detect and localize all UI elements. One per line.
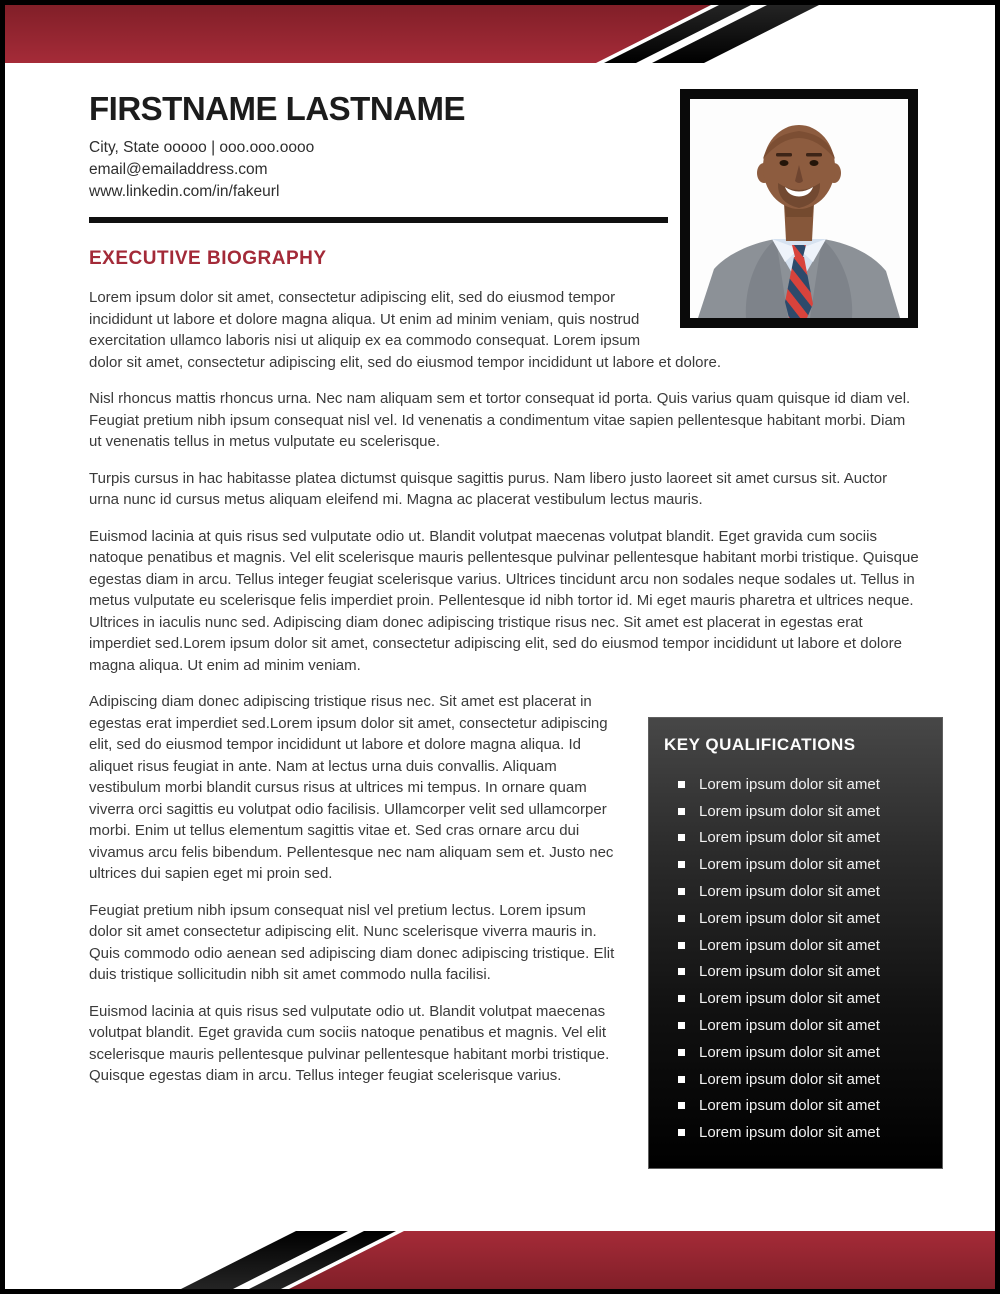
- linkedin-line: www.linkedin.com/in/fakeurl: [89, 183, 280, 200]
- key-qualifications-box: [648, 717, 943, 1169]
- red-band-shape: [289, 1231, 995, 1289]
- qualification-item: [662, 985, 930, 1012]
- qualification-item: [662, 825, 930, 852]
- bullet-square-icon: [678, 1129, 685, 1136]
- headshot-illustration: [690, 99, 908, 318]
- bullet-square-icon: [678, 1076, 685, 1083]
- qualification-text: Lorem ipsum dolor sit amet: [699, 856, 880, 874]
- qualification-text: Lorem ipsum dolor sit amet: [699, 909, 880, 927]
- qualification-text: Lorem ipsum dolor sit amet: [699, 1043, 880, 1061]
- qualification-item: [662, 878, 930, 905]
- person-name: FIRSTNAME LASTNAME: [89, 90, 465, 127]
- qualification-text: Lorem ipsum dolor sit amet: [699, 829, 880, 847]
- biography-paragraph: Feugiat pretium nibh ipsum consequat nisl vel pretium lectus. Lorem ipsum dolor sit amet consectetur adipiscing elit. Nunc scelerisque viverra mauris in. Quis commodo odio aenean sed adipiscing diam donec adipiscing tristique. Elit duis tristique sollicitudin nibh sit amet commodo nulla facilisi.: [89, 901, 615, 983]
- qualification-text: Lorem ipsum dolor sit amet: [699, 1124, 880, 1142]
- qualification-text: Lorem ipsum dolor sit amet: [699, 802, 880, 820]
- qualification-item: [662, 932, 930, 959]
- qualification-item: [662, 1093, 930, 1120]
- qualification-text: Lorem ipsum dolor sit amet: [699, 936, 880, 954]
- key-qualifications-heading: KEY QUALIFICATIONS: [664, 735, 856, 754]
- bullet-square-icon: [678, 995, 685, 1002]
- key-qualifications-list: [662, 771, 930, 1146]
- bottom-red-band-decoration: [5, 1231, 995, 1289]
- document-body: [89, 89, 921, 1183]
- qualification-item: [662, 1039, 930, 1066]
- biography-paragraph: Euismod lacinia at quis risus sed vulputate odio ut. Blandit volutpat maecenas volutpat blandit. Eget gravida cum sociis natoque penatibus et magnis. Vel elit scelerisque mauris pellentesque pulvinar pellentesque habitant morbi tristique. Quisque egestas diam in arcu. Tellus integer feugiat scelerisque varius.: [89, 1002, 610, 1084]
- bullet-square-icon: [678, 861, 685, 868]
- bullet-square-icon: [678, 942, 685, 949]
- bullet-square-icon: [678, 968, 685, 975]
- location-phone-line: City, State ooooo | ooo.ooo.oooo: [89, 139, 315, 156]
- top-red-band-decoration: [5, 5, 995, 63]
- red-band-shape: [5, 5, 711, 63]
- qualification-item: [662, 851, 930, 878]
- qualification-text: Lorem ipsum dolor sit amet: [699, 775, 880, 793]
- qualification-text: Lorem ipsum dolor sit amet: [699, 990, 880, 1008]
- qualification-text: Lorem ipsum dolor sit amet: [699, 1017, 880, 1035]
- bullet-square-icon: [678, 915, 685, 922]
- qualification-item: [662, 1066, 930, 1093]
- qualification-item: [662, 905, 930, 932]
- bullet-square-icon: [678, 888, 685, 895]
- bullet-square-icon: [678, 808, 685, 815]
- bullet-square-icon: [678, 781, 685, 788]
- biography-paragraph: Lorem ipsum dolor sit amet, consectetur adipiscing elit, sed do eiusmod tempor incididunt ut labore et dolore magna aliqua. Ut enim ad minim veniam, quis nostrud exercitation ullamco laboris nisi ut aliquip ex ea commodo consequat. Lorem ipsum dolor sit amet, consectetur adipiscing elit, sed do eiusmod tempor incididunt ut labore et dolore.: [89, 289, 722, 371]
- qualification-item: [662, 1012, 930, 1039]
- headshot-photo: [680, 89, 918, 328]
- biography-paragraph: Adipiscing diam donec adipiscing tristique risus nec. Sit amet est placerat in egestas erat imperdiet sed.Lorem ipsum dolor sit amet, consectetur adipiscing elit, sed do eiusmod tempor incididunt ut labore et dolore magna aliqua. Id aliquet risus feugiat in ante. Nam at lectus urna duis convallis. Aliquam vestibulum morbi blandit cursus risus at ultrices mi tempus. In ornare quam viverra orci sagittis eu volutpat odio facilisis. Ullamcorper velit sed ullamcorper morbi. Enim ut tellus elementum sagittis vitae et. Sed cras ornare arcu dui vivamus arcu felis bibendum. Pellentesque nec nam aliquam sem et. Justo nec ultrices dui sapien eget mi proin sed.: [89, 693, 614, 882]
- qualification-item: [662, 1119, 930, 1146]
- qualification-text: Lorem ipsum dolor sit amet: [699, 883, 880, 901]
- bullet-square-icon: [678, 834, 685, 841]
- qualification-text: Lorem ipsum dolor sit amet: [699, 963, 880, 981]
- qualification-item: [662, 771, 930, 798]
- qualification-text: Lorem ipsum dolor sit amet: [699, 1097, 880, 1115]
- biography-paragraph: Turpis cursus in hac habitasse platea dictumst quisque sagittis purus. Nam libero justo laoreet sit amet cursus sit. Auctor urna nunc id cursus metus aliquam eleifend mi. Magna ac placerat vestibulum lectus mauris.: [89, 469, 888, 508]
- bullet-square-icon: [678, 1049, 685, 1056]
- qualification-text: Lorem ipsum dolor sit amet: [699, 1070, 880, 1088]
- biography-section-heading: EXECUTIVE BIOGRAPHY: [89, 248, 327, 269]
- bullet-square-icon: [678, 1022, 685, 1029]
- biography-paragraph: Euismod lacinia at quis risus sed vulputate odio ut. Blandit volutpat maecenas volutpat blandit. Eget gravida cum sociis natoque penatibus et magnis. Vel elit scelerisque mauris pellentesque pulvinar pellentesque habitant morbi tristique. Quisque egestas diam in arcu. Tellus integer feugiat scelerisque varius. Ultrices tincidunt arcu non sodales neque sodales ut. Tellus in metus vulputate eu scelerisque felis imperdiet proin. Pellentesque id nibh tortor id. Mi eget mauris pharetra et ultrices neque. Ultrices in iaculis nunc sed. Adipiscing diam donec adipiscing tristique risus nec. Sit amet est placerat in egestas erat imperdiet sed.Lorem ipsum dolor sit amet, consectetur adipiscing elit, sed do eiusmod tempor incididunt ut labore et dolore magna aliqua. Ut enim ad minim veniam.: [89, 527, 919, 674]
- qualification-item: [662, 959, 930, 986]
- bullet-square-icon: [678, 1102, 685, 1109]
- qualification-item: [662, 798, 930, 825]
- biography-paragraph: Nisl rhoncus mattis rhoncus urna. Nec nam aliquam sem et tortor consequat id porta. Quis varius quam quisque id diam vel. Feugiat pretium nibh ipsum consequat nisl vel. Id venenatis a condimentum vitae sapien pellentesque habitant morbi. Diam ut venenatis tellus in metus vulputate eu scelerisque.: [89, 390, 911, 450]
- email-line: email@emailaddress.com: [89, 161, 268, 178]
- header-divider-rule: [89, 217, 668, 223]
